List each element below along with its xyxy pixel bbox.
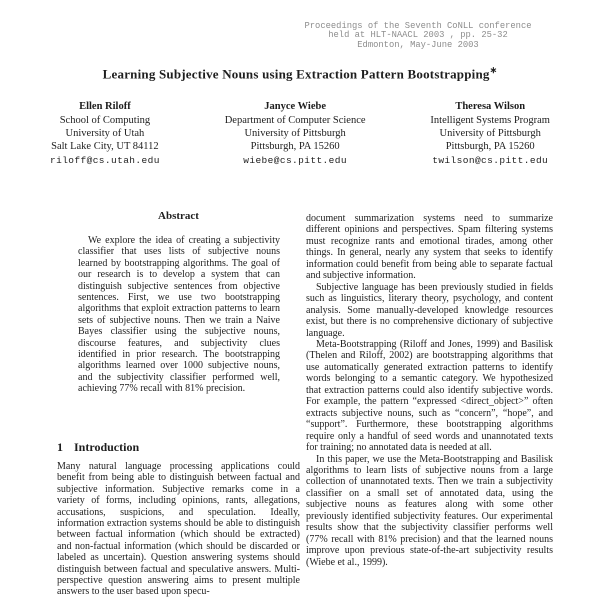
author-affiliation-line: Intelligent Systems Program xyxy=(430,115,550,126)
title-footnote-marker: ∗ xyxy=(489,65,498,75)
body-paragraph: document summarization systems need to summarize different opinions and perspectives. Spam filtering systems must recognize rants and emotional tirades, among other things. In general, nearly any system that seeks to identify information could benefit from being able to separate factual and subjective information. xyxy=(306,213,553,282)
author-affiliation-line: Pittsburgh, PA 15260 xyxy=(250,141,340,153)
stamp-line-3: Edmonton, May-June 2003 xyxy=(357,39,479,50)
stamp-line-1: Proceedings of the Seventh CoNLL conference xyxy=(304,21,532,31)
author-block-wiebe xyxy=(225,100,366,167)
author-block-riloff xyxy=(50,100,160,167)
author-name: Theresa Wilson xyxy=(455,101,526,112)
paper-title xyxy=(0,65,600,82)
right-column xyxy=(306,213,553,568)
intro-paragraph: Many natural language processing applications could benefit from being able to distinguish between factual and subjective information. Subjective remarks come in a variety of forms, including opinions, rants, allegations, accusations, suspicions, and speculation. Ideally, information extraction systems should be able to distinguish between factual information (which should be extracted) and non-factual information (which should be discarded or labeled as uncertain). Question answering systems should distinguish between factual and speculative answers. Multi-perspective question answering aims to present multiple answers to the user based upon specu- xyxy=(57,461,300,598)
body-paragraph: Meta-Bootstrapping (Riloff and Jones, 1999) and Basilisk (Thelen and Riloff, 2002) are bootstrapping algorithms that use automatically generated extraction patterns to identify words belonging to a semantic category. We hypothesized that extraction patterns could also identify subjective words. For example, the pattern “expressed <direct_object>” often extracts subjective nouns, such as “concern”, “hope”, and “support”. Furthermore, these bootstrapping algorithms require only a handful of seed words and unannotated texts for training; no annotated data is needed at all. xyxy=(306,338,553,454)
author-name: Janyce Wiebe xyxy=(264,101,326,112)
author-email: wiebe@cs.pitt.edu xyxy=(243,154,347,166)
proceedings-stamp xyxy=(293,22,543,50)
body-paragraph: In this paper, we use the Meta-Bootstrapping and Basilisk algorithms to learn lists of subjective nouns from a large collection of unannotated texts. Then we train a subjectivity classifier on a small set of annotated data, using the subjective nouns as features along with some other previously identified subjectivity features. Our experimental results show that the subjectivity classifier performs well (77% recall with 81% precision) and that the learned nouns improve upon previous state-of-the-art subjectivity results (Wiebe et al., 1999). xyxy=(306,453,553,568)
author-affiliation-line: Salt Lake City, UT 84112 xyxy=(51,141,159,153)
body-paragraph: Subjective language has been previously studied in fields such as linguistics, literary theory, psychology, and content analysis. Some manually-developed knowledge resources exist, but there is no comprehensive dictionary of subjective language. xyxy=(306,281,553,339)
section-heading xyxy=(57,440,300,455)
section-title: Introduction xyxy=(74,440,140,454)
abstract-heading: Abstract xyxy=(158,210,199,222)
author-email: riloff@cs.utah.edu xyxy=(50,154,160,166)
author-affiliation-line: University of Pittsburgh xyxy=(439,128,541,140)
author-block-row xyxy=(50,100,550,167)
author-affiliation-line: Department of Computer Science xyxy=(224,115,366,126)
author-name: Ellen Riloff xyxy=(79,101,131,112)
abstract-text: We explore the idea of creating a subjectivity classifier that uses lists of subjective nouns learned by bootstrapping algorithms. The goal of our research is to develop a system that can distinguish subjective sentences from objective sentences. First, we use two bootstrapping algorithms that exploit extraction patterns to learn sets of subjective nouns. Then we train a Naive Bayes classifier using the subjective nouns, discourse features, and subjectivity clues identified in prior research. The bootstrapping algorithms learned over 1000 subjective nouns, and the subjectivity classifier performed well, achieving 77% recall with 81% precision. xyxy=(78,235,280,395)
author-email: twilson@cs.pitt.edu xyxy=(432,154,549,166)
author-affiliation-line: School of Computing xyxy=(59,115,151,126)
author-affiliation-line: University of Pittsburgh xyxy=(244,128,346,140)
author-affiliation-line: Pittsburgh, PA 15260 xyxy=(445,141,535,153)
author-block-wilson xyxy=(430,100,550,167)
section-number: 1 xyxy=(57,440,63,454)
stamp-line-2: held at HLT-NAACL 2003 , pp. 25-32 xyxy=(328,30,508,41)
author-affiliation-line: University of Utah xyxy=(65,128,145,140)
introduction-section xyxy=(57,440,300,598)
paper-title-text: Learning Subjective Nouns using Extraction Pattern Bootstrapping xyxy=(102,66,490,82)
left-column xyxy=(57,210,300,395)
